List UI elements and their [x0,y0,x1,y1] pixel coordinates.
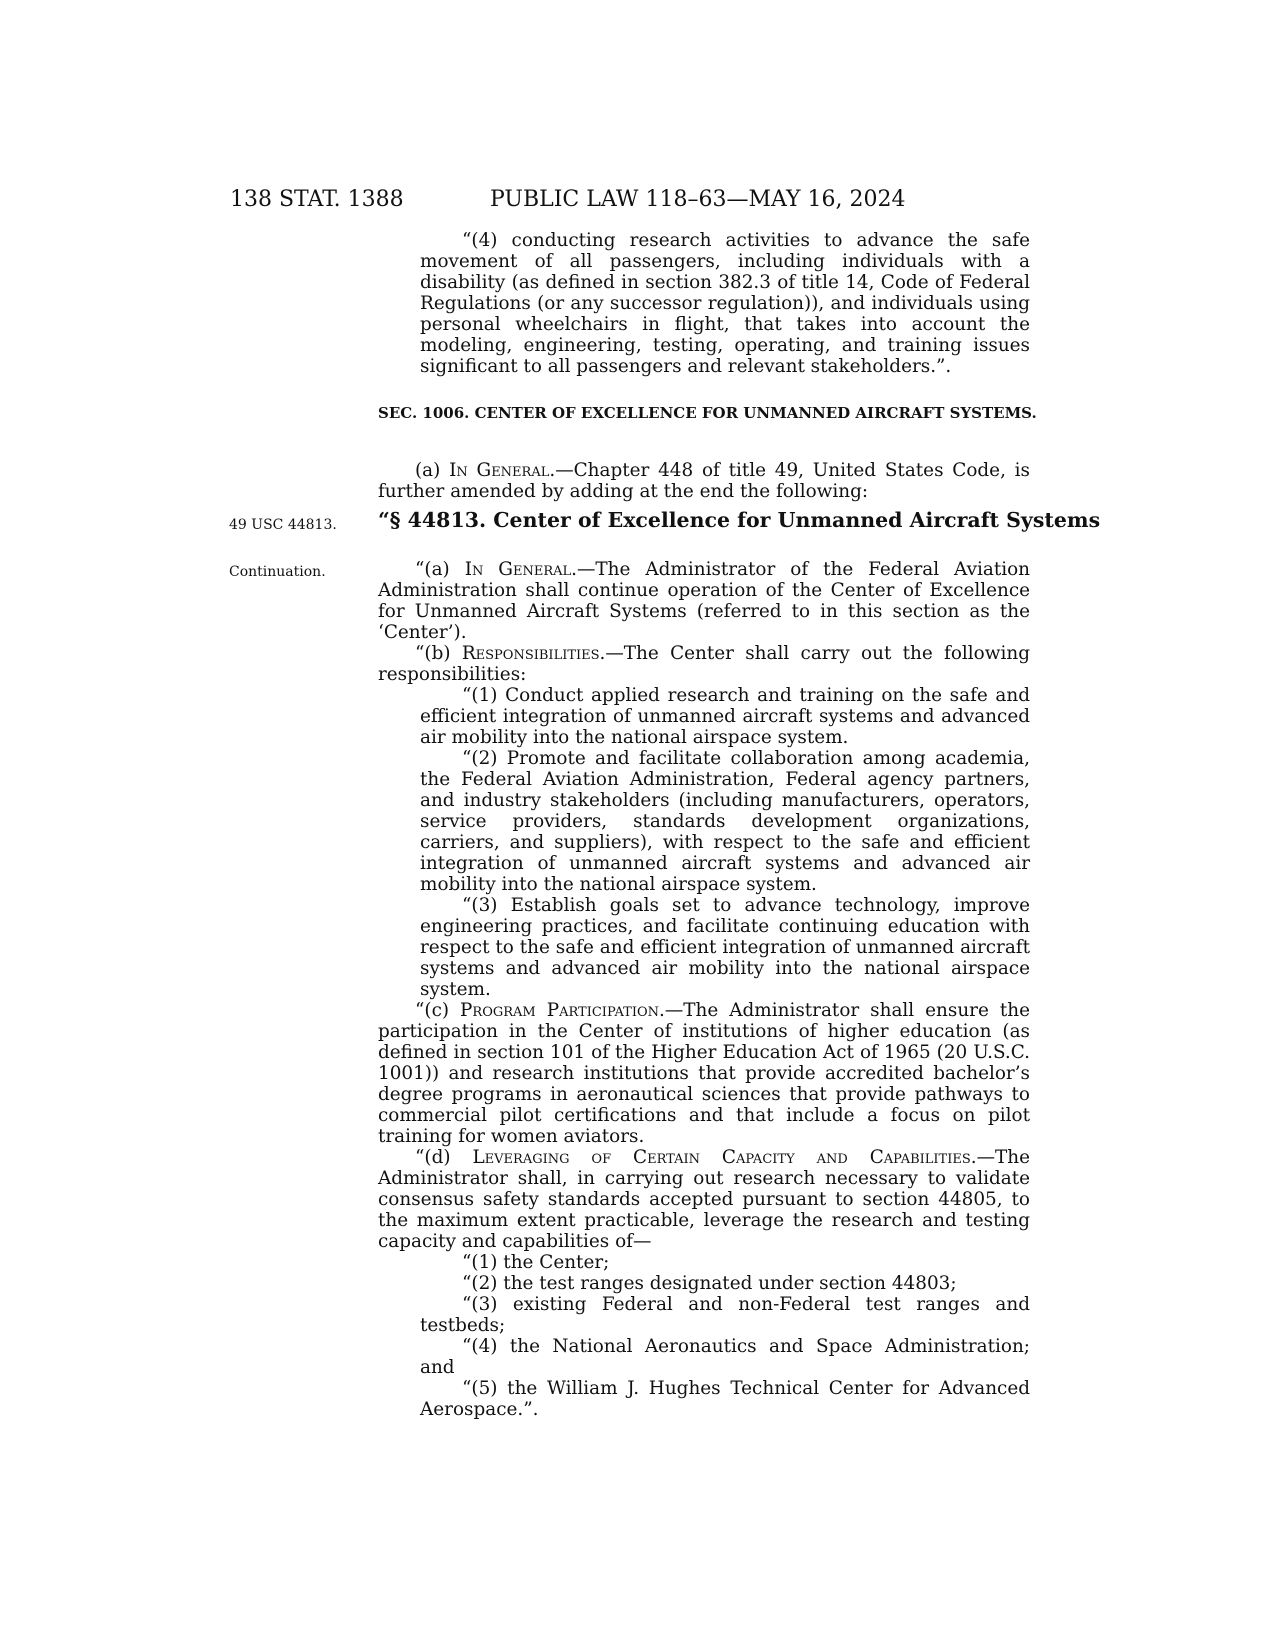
subsection-a-text: —Chapter 448 of title 49, United States Code, is further amended by adding at the end the following: [378,460,1030,502]
top-paragraph-block [378,230,1030,377]
section-44813-heading: “§ 44813. Center of Excellence for Unmanned Aircraft Systems [378,508,1101,532]
leverage-item: “(5) the William J. Hughes Technical Center for Advanced Aerospace.”. [420,1378,1030,1420]
leverage-item: “(2) the test ranges designated under section 44803; [462,1273,957,1294]
continuation-margin-note: Continuation. [229,564,326,580]
subsection-a: “(a) In General.—The Administrator of the Federal Aviation Administration shall continue operation of the Center of Excellence for Unmanned Aircraft Systems (referred to in this section as the ‘Center’). [378,559,1031,643]
subsection-a-prefix: (a) [415,460,450,481]
subsection-c-heading: Program Participation. [460,1000,665,1021]
responsibility-item: “(3) Establish goals set to advance technology, improve engineering practices, and facilitate continuing education with respect to the safe and efficient integration of unmanned aircraft systems and advanced air mobility into the national airspace system. [420,895,1030,1000]
running-header-title: PUBLIC LAW 118–63—MAY 16, 2024 [490,187,906,212]
section-1006-subsection-a [378,460,1030,502]
subsection-b: “(b) Responsibilities.—The Center shall carry out the following responsibilities: [378,643,1030,685]
page-stat-reference: 138 STAT. 1388 [230,187,404,212]
leverage-item: “(1) the Center; [462,1252,610,1273]
subsection-d-heading: Leveraging of Certain Capacity and Capabilities. [472,1147,977,1168]
section-44813-body [378,559,1030,1420]
section-1006-title: SEC. 1006. CENTER OF EXCELLENCE FOR UNMANNED AIRCRAFT SYSTEMS. [378,404,1037,422]
subsection-b-heading: Responsibilities. [461,643,606,664]
subsection-c: “(c) Program Participation.—The Administrator shall ensure the participation in the Center of institutions of higher education (as defined in section 101 of the Higher Education Act of 1965 (20 U.S.C. 1001)) and research institutions that provide accredited bachelor’s degree programs in aeronautical sciences that provide pathways to commercial pilot certifications and that include a focus on pilot training for women aviators. [378,1000,1030,1147]
leverage-item: “(4) the National Aeronautics and Space Administration; and [420,1336,1030,1378]
responsibility-item: “(2) Promote and facilitate collaboration among academia, the Federal Aviation Administration, Federal agency partners, and industry stakeholders (including manufacturers, operators, service providers, standards development organizations, carriers, and suppliers), with respect to the safe and efficient integration of unmanned aircraft systems and advanced air mobility into the national airspace system. [420,748,1030,895]
subsection-d: “(d) Leveraging of Certain Capacity and Capabilities.—The Administrator shall, in carrying out research necessary to validate consensus safety standards accepted pursuant to section 44805, to the maximum extent practicable, leverage the research and testing capacity and capabilities of— [378,1147,1030,1252]
leverage-item: “(3) existing Federal and non-Federal test ranges and testbeds; [420,1294,1030,1336]
paragraph-4-passenger-research: “(4) conducting research activities to advance the safe movement of all passengers, including individuals with a disability (as defined in section 382.3 of title 14, Code of Federal Regulations (or any successor regulation)), and individuals using personal wheelchairs in flight, that takes into account the modeling, engineering, testing, operating, and training issues significant to all passengers and relevant stakeholders.”. [420,230,1030,377]
usc-citation-margin-note: 49 USC 44813. [229,517,337,533]
responsibility-item: “(1) Conduct applied research and training on the safe and efficient integration of unmanned aircraft systems and advanced air mobility into the national airspace system. [420,685,1030,748]
subsection-a-heading: In General. [449,460,556,481]
subsection-a-heading: In General. [464,559,577,580]
